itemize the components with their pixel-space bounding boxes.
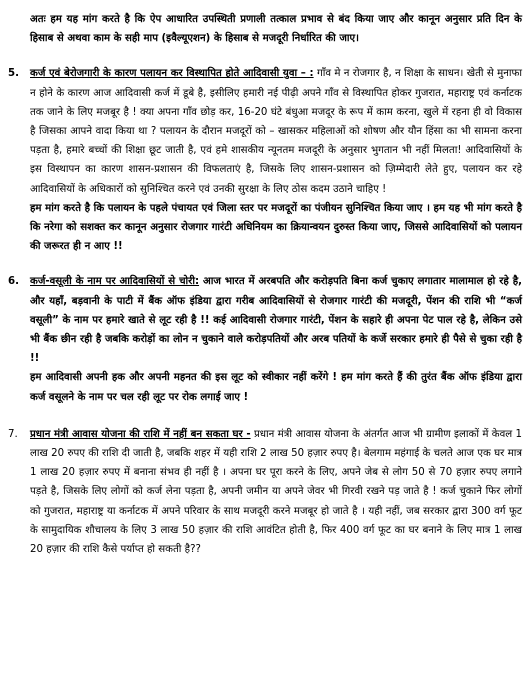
section-paragraph bbox=[30, 64, 522, 198]
section-text: प्रधान मंत्री आवास योजना के अंतर्गत आज भी ग्रामीण इलाकों में केवल 1 लाख 20 रुपए की राशि दी जाती है, जबकि शहर में यही राशि 2 लाख 50 हज़ार रुपए है। बेलगाम महंगाई के चलते आज एक घर मात्र 1 लाख 20 हज़ार रुपए में बनाना संभव ही नहीं है । अपना घर पूरा करने के लिए, अपने जेब से लोग 50 से 70 हज़ार रुपए लगाने पड़ते है, जिसके लिए लोगों को कर्ज लेना पड़ता है, अपनी जमीन या अपने जेवर भी गिरवी रखने पड़ जाते है ! कर्ज चुकाने फिर लोगों को गुजरात, महाराष्ट्र या कर्नाटक में अपने परिवार के साथ मजदूरी करने मजबूर हो जाते है । यही नहीं, जब सरकार द्वारा 300 वर्ग फूट के सामुदायिक शौचालय के लिए 3 लाख 50 हज़ार की राशि आवंटित होती है, फिर 400 वर्ग फूट का घर बनाने के लिए मात्र 1 लाख 20 हज़ार की राशि कैसे पर्याप्त हो सकती है?? bbox=[30, 428, 522, 556]
section-paragraph bbox=[30, 425, 522, 559]
section-heading: कर्ज एवं बेरोजगारी के कारण पलायन कर विस्थापित होते आदिवासी युवा – : bbox=[30, 68, 314, 80]
section-7 bbox=[8, 425, 522, 559]
section-demand: हम मांग करते है कि पलायन के पहले पंचायत एवं जिला स्तर पर मजदूरों का पंजीयन सुनिश्चित किया जाए । हम यह भी मांग करते है कि नरेगा को सशक्त कर कानून अनुसार रोजगार गारंटी अधिनियम का क्रियान्वयन दुरुस्त किया जाए, जिससे आदिवासियों को पलायन की जरूरत ही न आए !! bbox=[30, 202, 522, 253]
section-text: गाँव मे न रोजगार है, न शिक्षा के साधन। खेती से मुनाफा न होने के कारण आज आदिवासी कर्ज में डूबे है, इसीलिए हमारी नई पीढ़ी अपने गाँव से विस्थापित होकर गुजरात, महाराष्ट्र एवं कर्नाटक तक जाने के लिए मजबूर है ! क्या अपना गाँव छोड़ कर, 16-20 घंटे बंधुआ मजदूर के रूप में काम करना, खुले में रहना ही वो विकास है जिसका आपने वादा किया था ? पलायन के दौरान मजदूरों को – खासकर महिलाओं को शोषण और यौन हिंसा का भी सामना करना पड़ता है, हमारे बच्चों की शिक्षा छूट जाती है, एवं हमे शासकीय न्यूनतम मजदूरी के अनुसार भुगतान भी नहीं मिलता! आदिवासियों के इस विस्थापन का कारण शासन-प्रशासन की विफलताएं है, जिसके लिए शासन-प्रशासन को ज़िम्मेदारी लेते हुए, पलायन कर रहे आदिवासियों के अधिकारों को सुनिश्चित करने एवं उनकी सुरक्षा के लिए ठोस कदम उठाने चाहिए ! bbox=[30, 68, 522, 195]
section-5 bbox=[8, 64, 522, 256]
section-paragraph bbox=[30, 272, 522, 368]
section-number: 6. bbox=[8, 276, 19, 288]
section-demand: हम आदिवासी अपनी हक और अपनी महनत की इस लूट को स्वीकार नहीं करेंगे ! हम मांग करते हैं की तुरंत बैंक ऑफ इंडिया द्वारा कर्ज वसूलने के नाम पर चल रही लूट पर रोक लगाई जाए ! bbox=[30, 372, 522, 403]
section-6 bbox=[8, 272, 522, 406]
section-number: 5. bbox=[8, 68, 19, 80]
section-number: 7. bbox=[8, 428, 18, 440]
section-text: आज भारत में अरबपति और करोड़पति बिना कर्ज चुकाए लगातार मालामाल हो रहे है, और यहाँ, बड़वानी के पाटी में बैंक ऑफ इंडिया द्वारा गरीब आदिवासियों से रोजगार गारंटी की मजदूरी, पेंशन की राशि भी “कर्ज वसूली” के नाम पर हमारे खाते से लूट रही है !! कई आदिवासी रोजगार गारंटी, पेंशन के सहारे ही अपना पेट पाल रहे है, लेकिन उसे भी बैंक छीन रही है जबकि करोड़ों का लोन न चुकाने वाले करोड़पतियों और अरब पतियों के कर्जे सरकार हमारे ही पैसे से चुका रही है !! bbox=[30, 276, 522, 365]
section-heading: प्रधान मंत्री आवास योजना की राशि में नहीं बन सकता घर - bbox=[30, 428, 251, 440]
intro-demand-paragraph: अतः हम यह मांग करते है कि ऐप आधारित उपस्थिती प्रणाली तत्काल प्रभाव से बंद किया जाए और कानून अनुसार प्रति दिन के हिसाब से अथवा काम के सही माप (इवैल्यूएशन) के हिसाब से मजदूरी निर्धारित की जाए। bbox=[30, 14, 522, 45]
section-heading: कर्ज-वसूली के नाम पर आदिवासियों से चोरी: bbox=[30, 276, 200, 288]
